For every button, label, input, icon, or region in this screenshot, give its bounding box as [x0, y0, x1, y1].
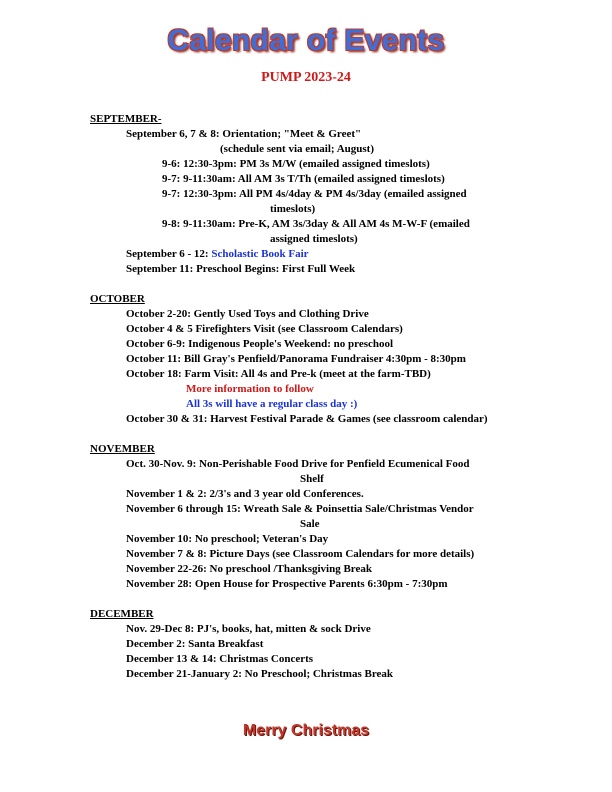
event-item: Nov. 29-Dec 8: PJ's, books, hat, mitten & sock Drive: [126, 623, 371, 635]
event-item: December 21-January 2: No Preschool; Christmas Break: [126, 668, 394, 680]
november-header: NOVEMBER: [90, 443, 155, 455]
preschool-begins-item: September 11: Preschool Begins: First Full Week: [126, 263, 356, 275]
event-item: October 18: Farm Visit: All 4s and Pre-k (meet at the farm-TBD): [126, 368, 431, 380]
event-item: November 22-26: No preschool /Thanksgiving Break: [126, 563, 372, 575]
timeslot-item: 9-8: 9-11:30am: Pre-K, AM 3s/3day & All AM 4s M-W-F (emailed: [162, 218, 470, 230]
event-item: October 4 & 5 Firefighters Visit (see Classroom Calendars): [126, 323, 403, 335]
event-continuation: Sale: [300, 518, 320, 530]
page-subtitle: PUMP 2023-24: [261, 70, 351, 85]
event-item: October 11: Bill Gray's Penfield/Panorama Fundraiser 4:30pm - 8:30pm: [126, 353, 466, 365]
event-continuation: Shelf: [300, 473, 324, 485]
event-item: Oct. 30-Nov. 9: Non-Perishable Food Drive for Penfield Ecumenical Food: [126, 458, 470, 470]
december-header: DECEMBER: [90, 608, 154, 620]
december-section: [0, 607, 612, 682]
timeslot-continuation: assigned timeslots): [270, 233, 358, 245]
event-item: November 7 & 8: Picture Days (see Classroom Calendars for more details): [126, 548, 475, 560]
timeslot-item: 9-7: 9-11:30am: All AM 3s T/Th (emailed assigned timeslots): [162, 173, 445, 185]
event-item: November 28: Open House for Prospective Parents 6:30pm - 7:30pm: [126, 578, 448, 590]
september-header: SEPTEMBER-: [90, 113, 162, 125]
event-item: October 6-9: Indigenous People's Weekend: no preschool: [126, 338, 394, 350]
page-title: Calendar of Events: [167, 24, 445, 57]
book-fair-date: September 6 - 12:: [126, 248, 212, 260]
farm-visit-note-red: More information to follow: [186, 383, 314, 395]
orientation-item: September 6, 7 & 8: Orientation; "Meet & Greet": [126, 128, 362, 140]
november-section: [0, 442, 612, 592]
october-header: OCTOBER: [90, 293, 145, 305]
farm-visit-note-blue: All 3s will have a regular class day :): [186, 398, 358, 410]
timeslot-item: 9-7: 12:30-3pm: All PM 4s/4day & PM 4s/3day (emailed assigned: [162, 188, 467, 200]
event-item: October 2-20: Gently Used Toys and Clothing Drive: [126, 308, 369, 320]
timeslot-item: 9-6: 12:30-3pm: PM 3s M/W (emailed assigned timeslots): [162, 158, 430, 170]
october-section: [0, 292, 612, 427]
book-fair-link[interactable]: Scholastic Book Fair: [211, 248, 309, 260]
event-item: November 1 & 2: 2/3's and 3 year old Conferences.: [126, 488, 364, 500]
event-item: December 2: Santa Breakfast: [126, 638, 264, 650]
event-item: November 10: No preschool; Veteran's Day: [126, 533, 329, 545]
book-fair-item: [0, 247, 612, 262]
footer-greeting: Merry Christmas: [242, 722, 370, 739]
timeslot-continuation: timeslots): [270, 203, 316, 215]
event-item: November 6 through 15: Wreath Sale & Poinsettia Sale/Christmas Vendor: [126, 503, 474, 515]
schedule-note: (schedule sent via email; August): [220, 143, 374, 155]
september-section: [0, 112, 612, 277]
calendar-content: [0, 112, 612, 697]
event-item: December 13 & 14: Christmas Concerts: [126, 653, 314, 665]
event-item: October 30 & 31: Harvest Festival Parade & Games (see classroom calendar): [126, 413, 488, 425]
